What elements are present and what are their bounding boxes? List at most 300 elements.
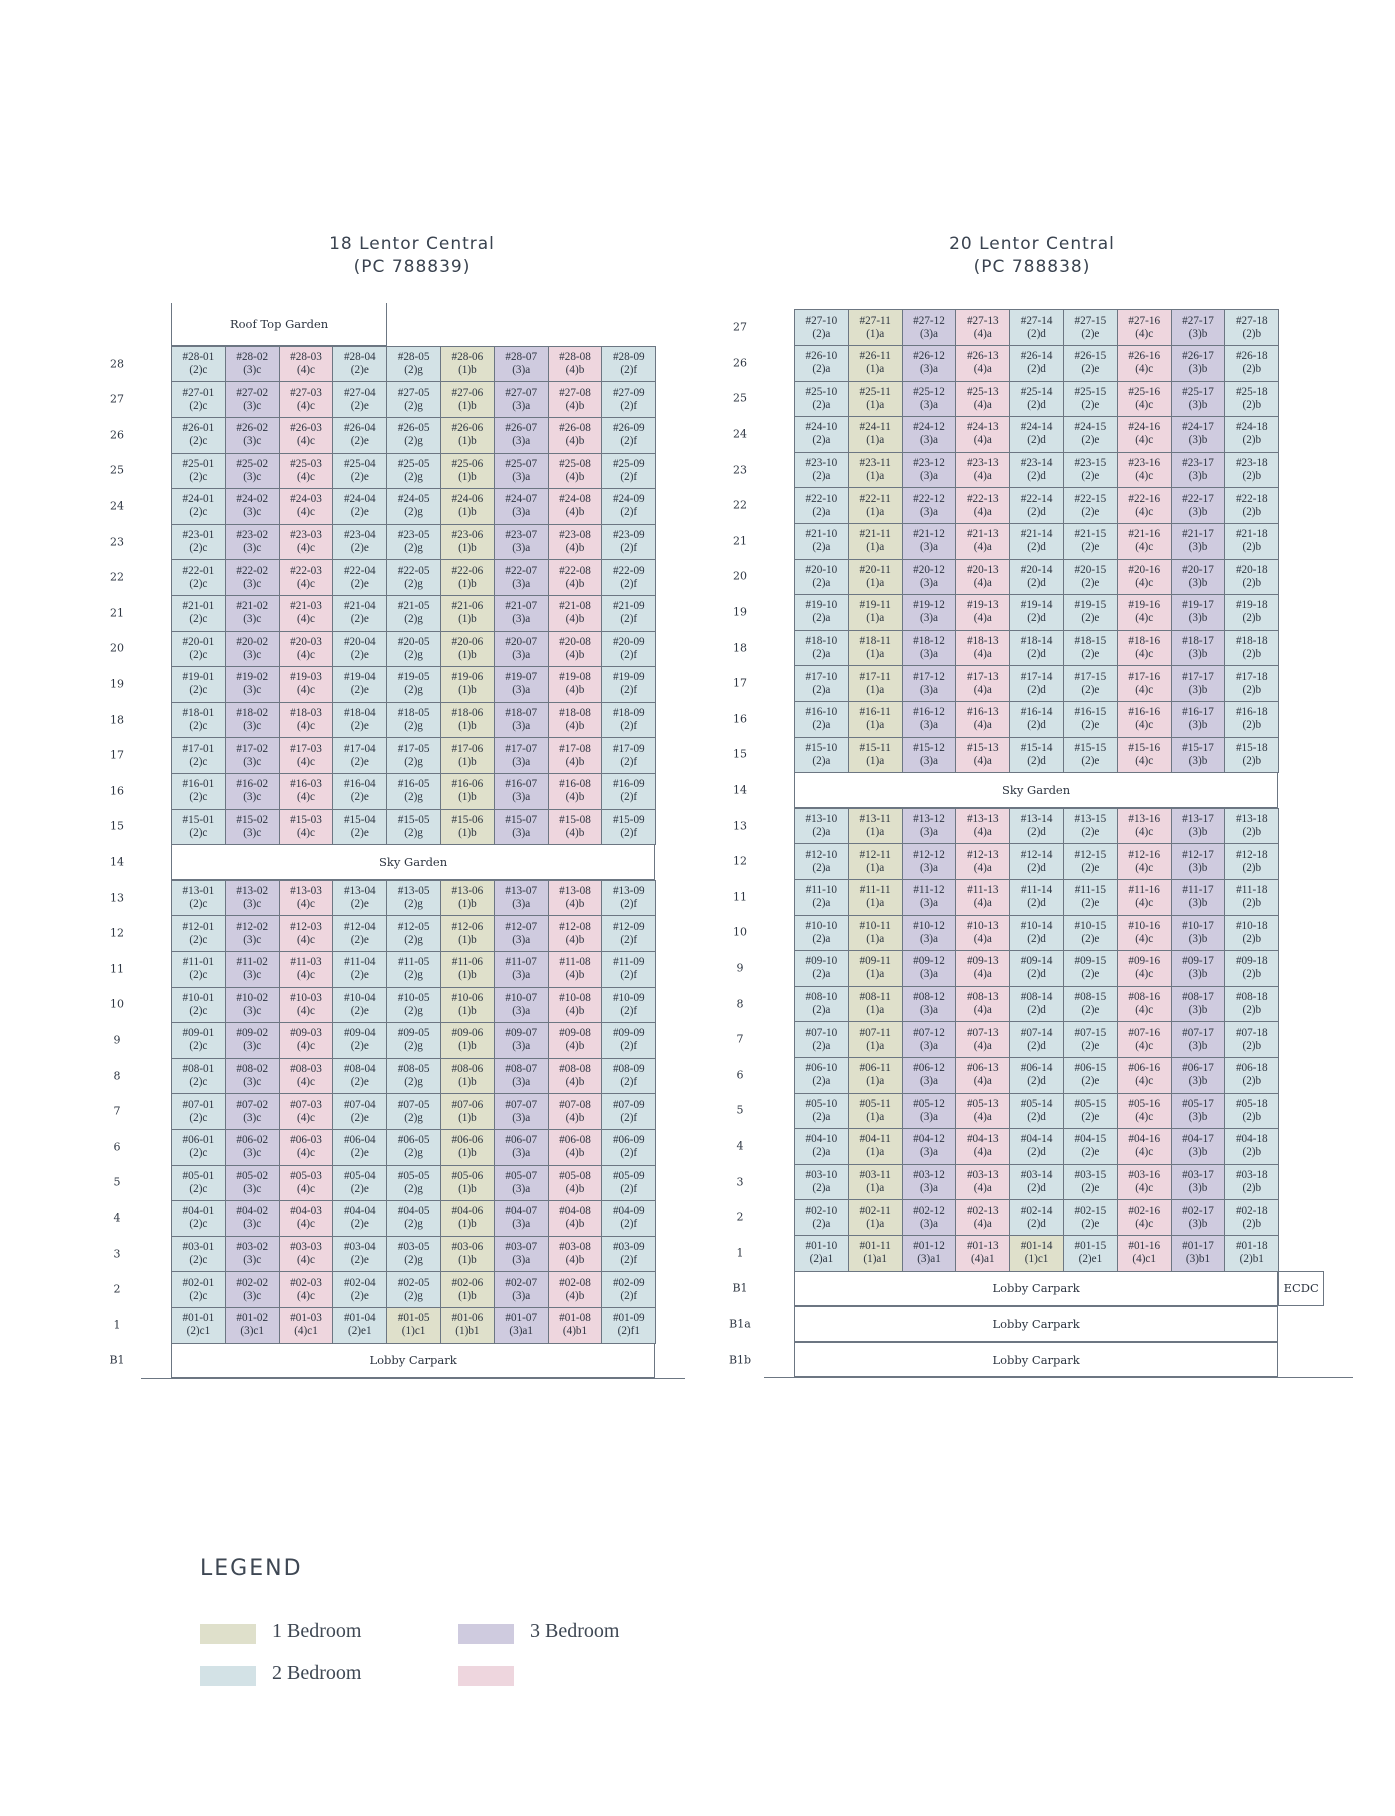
unit-cell[interactable] [332, 1058, 387, 1095]
unit-cell[interactable] [902, 523, 957, 560]
unit-cell[interactable] [601, 559, 656, 596]
unit-cell[interactable] [794, 1093, 849, 1130]
unit-cell[interactable] [601, 915, 656, 952]
unit-cell[interactable] [1224, 808, 1279, 845]
unit-cell[interactable] [1063, 487, 1118, 524]
unit-cell[interactable] [494, 809, 549, 846]
unit-cell[interactable] [1009, 309, 1064, 346]
unit-cell[interactable] [1009, 381, 1064, 418]
unit-cell[interactable] [601, 417, 656, 454]
unit-cell[interactable] [1009, 594, 1064, 631]
unit-cell[interactable] [902, 309, 957, 346]
unit-cell[interactable] [440, 1236, 495, 1273]
unit-cell[interactable] [171, 488, 226, 525]
unit-cell[interactable] [1117, 701, 1172, 738]
unit-cell[interactable] [279, 1129, 334, 1166]
unit-cell[interactable] [794, 950, 849, 987]
unit-cell[interactable] [1009, 452, 1064, 489]
unit-cell[interactable] [548, 595, 603, 632]
unit-cell[interactable] [1224, 986, 1279, 1023]
unit-cell[interactable] [386, 1165, 441, 1202]
unit-cell[interactable] [548, 559, 603, 596]
unit-cell[interactable] [1009, 345, 1064, 382]
unit-cell[interactable] [794, 1021, 849, 1058]
unit-cell[interactable] [902, 1199, 957, 1236]
unit-cell[interactable] [955, 487, 1010, 524]
unit-cell[interactable] [171, 666, 226, 703]
unit-cell[interactable] [848, 665, 903, 702]
unit-cell[interactable] [279, 1271, 334, 1308]
unit-cell[interactable] [171, 1093, 226, 1130]
unit-cell[interactable] [1009, 737, 1064, 774]
unit-cell[interactable] [440, 702, 495, 739]
unit-cell[interactable] [1117, 1093, 1172, 1130]
unit-cell[interactable] [171, 559, 226, 596]
unit-cell[interactable] [494, 666, 549, 703]
unit-cell[interactable] [279, 488, 334, 525]
unit-cell[interactable] [279, 880, 334, 917]
unit-cell[interactable] [794, 309, 849, 346]
unit-cell[interactable] [494, 880, 549, 917]
unit-cell[interactable] [902, 452, 957, 489]
unit-cell[interactable] [494, 1200, 549, 1237]
unit-cell[interactable] [794, 594, 849, 631]
unit-cell[interactable] [386, 1307, 441, 1344]
unit-cell[interactable] [225, 773, 280, 810]
unit-cell[interactable] [902, 559, 957, 596]
unit-cell[interactable] [1224, 843, 1279, 880]
unit-cell[interactable] [601, 666, 656, 703]
unit-cell[interactable] [225, 1093, 280, 1130]
unit-cell[interactable] [332, 1022, 387, 1059]
unit-cell[interactable] [440, 1200, 495, 1237]
unit-cell[interactable] [1063, 1235, 1118, 1272]
unit-cell[interactable] [955, 950, 1010, 987]
unit-cell[interactable] [1009, 559, 1064, 596]
unit-cell[interactable] [1009, 1093, 1064, 1130]
unit-cell[interactable] [1117, 594, 1172, 631]
unit-cell[interactable] [794, 523, 849, 560]
unit-cell[interactable] [1224, 523, 1279, 560]
unit-cell[interactable] [794, 808, 849, 845]
unit-cell[interactable] [171, 773, 226, 810]
unit-cell[interactable] [1171, 737, 1226, 774]
unit-cell[interactable] [902, 808, 957, 845]
unit-cell[interactable] [1063, 416, 1118, 453]
unit-cell[interactable] [902, 1021, 957, 1058]
unit-cell[interactable] [225, 880, 280, 917]
unit-cell[interactable] [386, 987, 441, 1024]
unit-cell[interactable] [279, 951, 334, 988]
unit-cell[interactable] [1171, 665, 1226, 702]
unit-cell[interactable] [955, 452, 1010, 489]
unit-cell[interactable] [332, 773, 387, 810]
unit-cell[interactable] [440, 1307, 495, 1344]
unit-cell[interactable] [171, 417, 226, 454]
unit-cell[interactable] [1117, 452, 1172, 489]
unit-cell[interactable] [1063, 1057, 1118, 1094]
unit-cell[interactable] [1063, 915, 1118, 952]
unit-cell[interactable] [1171, 309, 1226, 346]
unit-cell[interactable] [1063, 594, 1118, 631]
unit-cell[interactable] [794, 1128, 849, 1165]
unit-cell[interactable] [1171, 879, 1226, 916]
unit-cell[interactable] [171, 987, 226, 1024]
unit-cell[interactable] [494, 595, 549, 632]
unit-cell[interactable] [440, 880, 495, 917]
unit-cell[interactable] [1063, 950, 1118, 987]
unit-cell[interactable] [440, 417, 495, 454]
unit-cell[interactable] [279, 666, 334, 703]
unit-cell[interactable] [1063, 737, 1118, 774]
unit-cell[interactable] [1063, 630, 1118, 667]
unit-cell[interactable] [794, 630, 849, 667]
unit-cell[interactable] [1117, 843, 1172, 880]
unit-cell[interactable] [440, 346, 495, 383]
unit-cell[interactable] [225, 666, 280, 703]
unit-cell[interactable] [1224, 737, 1279, 774]
unit-cell[interactable] [848, 1057, 903, 1094]
unit-cell[interactable] [332, 1200, 387, 1237]
unit-cell[interactable] [1224, 665, 1279, 702]
unit-cell[interactable] [848, 1021, 903, 1058]
unit-cell[interactable] [1224, 1164, 1279, 1201]
unit-cell[interactable] [902, 630, 957, 667]
unit-cell[interactable] [171, 809, 226, 846]
unit-cell[interactable] [440, 488, 495, 525]
unit-cell[interactable] [1224, 1128, 1279, 1165]
unit-cell[interactable] [1224, 1057, 1279, 1094]
unit-cell[interactable] [386, 1129, 441, 1166]
unit-cell[interactable] [332, 1307, 387, 1344]
unit-cell[interactable] [902, 665, 957, 702]
unit-cell[interactable] [548, 381, 603, 418]
unit-cell[interactable] [225, 1165, 280, 1202]
unit-cell[interactable] [1117, 1199, 1172, 1236]
unit-cell[interactable] [794, 559, 849, 596]
unit-cell[interactable] [1009, 487, 1064, 524]
unit-cell[interactable] [548, 880, 603, 917]
unit-cell[interactable] [902, 1128, 957, 1165]
unit-cell[interactable] [440, 915, 495, 952]
unit-cell[interactable] [332, 524, 387, 561]
unit-cell[interactable] [955, 1164, 1010, 1201]
unit-cell[interactable] [494, 453, 549, 490]
unit-cell[interactable] [171, 1236, 226, 1273]
unit-cell[interactable] [548, 1307, 603, 1344]
unit-cell[interactable] [548, 987, 603, 1024]
unit-cell[interactable] [1224, 879, 1279, 916]
unit-cell[interactable] [440, 737, 495, 774]
unit-cell[interactable] [1117, 915, 1172, 952]
unit-cell[interactable] [494, 488, 549, 525]
unit-cell[interactable] [440, 951, 495, 988]
unit-cell[interactable] [902, 1235, 957, 1272]
unit-cell[interactable] [1009, 915, 1064, 952]
unit-cell[interactable] [1224, 345, 1279, 382]
unit-cell[interactable] [171, 1022, 226, 1059]
unit-cell[interactable] [1171, 1235, 1226, 1272]
unit-cell[interactable] [955, 309, 1010, 346]
unit-cell[interactable] [332, 1129, 387, 1166]
unit-cell[interactable] [279, 595, 334, 632]
unit-cell[interactable] [332, 987, 387, 1024]
unit-cell[interactable] [386, 1271, 441, 1308]
unit-cell[interactable] [225, 1200, 280, 1237]
unit-cell[interactable] [601, 1058, 656, 1095]
unit-cell[interactable] [794, 1057, 849, 1094]
unit-cell[interactable] [440, 1271, 495, 1308]
unit-cell[interactable] [225, 1271, 280, 1308]
unit-cell[interactable] [1117, 986, 1172, 1023]
unit-cell[interactable] [1063, 309, 1118, 346]
unit-cell[interactable] [1224, 594, 1279, 631]
unit-cell[interactable] [1009, 523, 1064, 560]
unit-cell[interactable] [1117, 879, 1172, 916]
unit-cell[interactable] [955, 594, 1010, 631]
unit-cell[interactable] [1224, 452, 1279, 489]
unit-cell[interactable] [955, 416, 1010, 453]
unit-cell[interactable] [1224, 309, 1279, 346]
unit-cell[interactable] [440, 1058, 495, 1095]
unit-cell[interactable] [171, 915, 226, 952]
unit-cell[interactable] [494, 1093, 549, 1130]
unit-cell[interactable] [171, 951, 226, 988]
unit-cell[interactable] [1171, 523, 1226, 560]
unit-cell[interactable] [225, 524, 280, 561]
unit-cell[interactable] [1063, 1128, 1118, 1165]
unit-cell[interactable] [332, 346, 387, 383]
unit-cell[interactable] [494, 1058, 549, 1095]
unit-cell[interactable] [225, 346, 280, 383]
unit-cell[interactable] [171, 631, 226, 668]
unit-cell[interactable] [848, 452, 903, 489]
unit-cell[interactable] [440, 1165, 495, 1202]
unit-cell[interactable] [902, 986, 957, 1023]
unit-cell[interactable] [955, 879, 1010, 916]
unit-cell[interactable] [601, 453, 656, 490]
unit-cell[interactable] [171, 1058, 226, 1095]
unit-cell[interactable] [332, 1236, 387, 1273]
unit-cell[interactable] [548, 1022, 603, 1059]
unit-cell[interactable] [848, 737, 903, 774]
unit-cell[interactable] [386, 702, 441, 739]
unit-cell[interactable] [848, 487, 903, 524]
unit-cell[interactable] [955, 808, 1010, 845]
unit-cell[interactable] [1117, 523, 1172, 560]
unit-cell[interactable] [902, 345, 957, 382]
unit-cell[interactable] [794, 915, 849, 952]
unit-cell[interactable] [225, 381, 280, 418]
unit-cell[interactable] [494, 559, 549, 596]
unit-cell[interactable] [848, 701, 903, 738]
unit-cell[interactable] [1117, 1057, 1172, 1094]
unit-cell[interactable] [225, 488, 280, 525]
unit-cell[interactable] [1063, 1199, 1118, 1236]
unit-cell[interactable] [494, 1165, 549, 1202]
unit-cell[interactable] [848, 309, 903, 346]
unit-cell[interactable] [332, 631, 387, 668]
unit-cell[interactable] [1009, 701, 1064, 738]
unit-cell[interactable] [494, 524, 549, 561]
unit-cell[interactable] [601, 951, 656, 988]
unit-cell[interactable] [494, 631, 549, 668]
unit-cell[interactable] [548, 631, 603, 668]
unit-cell[interactable] [1224, 1021, 1279, 1058]
unit-cell[interactable] [955, 986, 1010, 1023]
unit-cell[interactable] [1171, 915, 1226, 952]
unit-cell[interactable] [440, 453, 495, 490]
unit-cell[interactable] [1171, 559, 1226, 596]
unit-cell[interactable] [440, 666, 495, 703]
unit-cell[interactable] [171, 737, 226, 774]
unit-cell[interactable] [955, 523, 1010, 560]
unit-cell[interactable] [1063, 345, 1118, 382]
unit-cell[interactable] [171, 524, 226, 561]
unit-cell[interactable] [494, 1307, 549, 1344]
unit-cell[interactable] [1224, 950, 1279, 987]
unit-cell[interactable] [1063, 1164, 1118, 1201]
unit-cell[interactable] [440, 559, 495, 596]
unit-cell[interactable] [1117, 345, 1172, 382]
unit-cell[interactable] [601, 595, 656, 632]
unit-cell[interactable] [955, 1093, 1010, 1130]
unit-cell[interactable] [955, 381, 1010, 418]
unit-cell[interactable] [902, 594, 957, 631]
unit-cell[interactable] [548, 1058, 603, 1095]
unit-cell[interactable] [601, 1200, 656, 1237]
unit-cell[interactable] [794, 1164, 849, 1201]
unit-cell[interactable] [1171, 1128, 1226, 1165]
unit-cell[interactable] [955, 915, 1010, 952]
unit-cell[interactable] [440, 631, 495, 668]
unit-cell[interactable] [848, 808, 903, 845]
unit-cell[interactable] [902, 915, 957, 952]
unit-cell[interactable] [332, 702, 387, 739]
unit-cell[interactable] [440, 1022, 495, 1059]
unit-cell[interactable] [601, 1093, 656, 1130]
unit-cell[interactable] [225, 987, 280, 1024]
unit-cell[interactable] [494, 1236, 549, 1273]
unit-cell[interactable] [1117, 808, 1172, 845]
unit-cell[interactable] [386, 595, 441, 632]
unit-cell[interactable] [1224, 1093, 1279, 1130]
unit-cell[interactable] [225, 737, 280, 774]
unit-cell[interactable] [548, 453, 603, 490]
unit-cell[interactable] [386, 559, 441, 596]
unit-cell[interactable] [225, 809, 280, 846]
unit-cell[interactable] [225, 631, 280, 668]
unit-cell[interactable] [1009, 843, 1064, 880]
unit-cell[interactable] [386, 737, 441, 774]
unit-cell[interactable] [494, 915, 549, 952]
unit-cell[interactable] [279, 915, 334, 952]
unit-cell[interactable] [548, 809, 603, 846]
unit-cell[interactable] [279, 1058, 334, 1095]
unit-cell[interactable] [171, 453, 226, 490]
unit-cell[interactable] [794, 701, 849, 738]
unit-cell[interactable] [1009, 879, 1064, 916]
unit-cell[interactable] [601, 1271, 656, 1308]
unit-cell[interactable] [902, 701, 957, 738]
unit-cell[interactable] [1063, 523, 1118, 560]
unit-cell[interactable] [494, 417, 549, 454]
unit-cell[interactable] [1117, 559, 1172, 596]
unit-cell[interactable] [848, 523, 903, 560]
unit-cell[interactable] [601, 524, 656, 561]
unit-cell[interactable] [794, 452, 849, 489]
unit-cell[interactable] [848, 915, 903, 952]
unit-cell[interactable] [1117, 1164, 1172, 1201]
unit-cell[interactable] [848, 986, 903, 1023]
unit-cell[interactable] [1171, 594, 1226, 631]
unit-cell[interactable] [848, 630, 903, 667]
unit-cell[interactable] [225, 1022, 280, 1059]
unit-cell[interactable] [601, 346, 656, 383]
unit-cell[interactable] [386, 951, 441, 988]
unit-cell[interactable] [548, 1165, 603, 1202]
unit-cell[interactable] [386, 1022, 441, 1059]
unit-cell[interactable] [1009, 986, 1064, 1023]
unit-cell[interactable] [279, 631, 334, 668]
unit-cell[interactable] [1063, 808, 1118, 845]
unit-cell[interactable] [848, 843, 903, 880]
unit-cell[interactable] [279, 1165, 334, 1202]
unit-cell[interactable] [225, 1236, 280, 1273]
unit-cell[interactable] [494, 987, 549, 1024]
unit-cell[interactable] [225, 417, 280, 454]
unit-cell[interactable] [955, 701, 1010, 738]
unit-cell[interactable] [1063, 701, 1118, 738]
unit-cell[interactable] [171, 702, 226, 739]
unit-cell[interactable] [386, 417, 441, 454]
unit-cell[interactable] [1224, 701, 1279, 738]
unit-cell[interactable] [548, 488, 603, 525]
unit-cell[interactable] [794, 665, 849, 702]
unit-cell[interactable] [494, 1271, 549, 1308]
unit-cell[interactable] [848, 416, 903, 453]
unit-cell[interactable] [494, 381, 549, 418]
unit-cell[interactable] [279, 1022, 334, 1059]
unit-cell[interactable] [955, 559, 1010, 596]
unit-cell[interactable] [1009, 1164, 1064, 1201]
unit-cell[interactable] [1171, 452, 1226, 489]
unit-cell[interactable] [1117, 416, 1172, 453]
unit-cell[interactable] [848, 1235, 903, 1272]
unit-cell[interactable] [601, 1165, 656, 1202]
unit-cell[interactable] [279, 1307, 334, 1344]
unit-cell[interactable] [601, 880, 656, 917]
unit-cell[interactable] [794, 381, 849, 418]
unit-cell[interactable] [279, 987, 334, 1024]
unit-cell[interactable] [955, 630, 1010, 667]
unit-cell[interactable] [494, 1022, 549, 1059]
unit-cell[interactable] [386, 524, 441, 561]
unit-cell[interactable] [386, 346, 441, 383]
unit-cell[interactable] [902, 950, 957, 987]
unit-cell[interactable] [1171, 1093, 1226, 1130]
unit-cell[interactable] [171, 1129, 226, 1166]
unit-cell[interactable] [601, 381, 656, 418]
unit-cell[interactable] [440, 1093, 495, 1130]
unit-cell[interactable] [955, 1235, 1010, 1272]
unit-cell[interactable] [902, 416, 957, 453]
unit-cell[interactable] [171, 595, 226, 632]
unit-cell[interactable] [1171, 1164, 1226, 1201]
unit-cell[interactable] [332, 453, 387, 490]
unit-cell[interactable] [225, 559, 280, 596]
unit-cell[interactable] [1224, 1199, 1279, 1236]
